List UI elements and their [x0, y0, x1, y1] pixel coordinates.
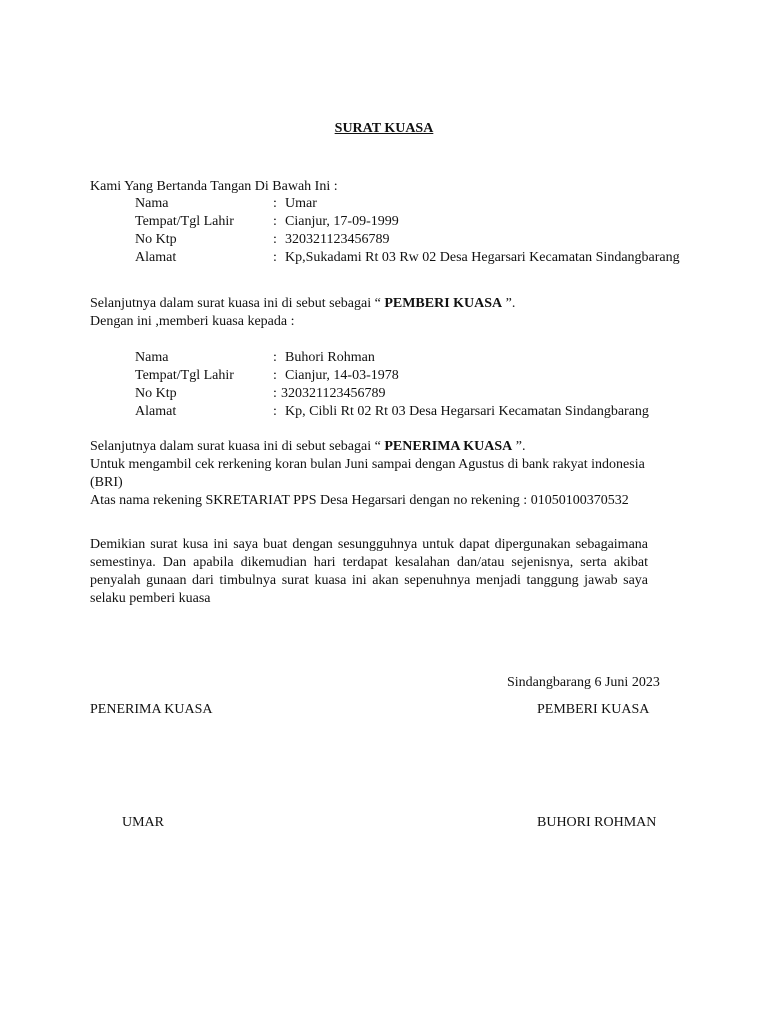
designation-text: Selanjutnya dalam surat kuasa ini di sebut sebagai “	[90, 439, 385, 454]
place-date: Sindangbarang 6 Juni 2023	[507, 675, 660, 690]
penerima-alamat-label: Alamat	[135, 404, 177, 419]
pemberi-nama-value: Umar	[285, 196, 317, 211]
purpose-line-2: (BRI)	[90, 475, 123, 490]
signature-right-name: BUHORI ROHMAN	[537, 815, 657, 830]
purpose-line-1: Untuk mengambil cek rerkening koran bulan Juni sampai dengan Agustus di bank rakyat indonesia	[90, 457, 645, 472]
pemberi-kuasa-bold: PEMBERI KUASA	[384, 296, 503, 311]
penerima-ttl-value: Cianjur, 14-03-1978	[285, 368, 399, 383]
purpose-line-3: Atas nama rekening SKRETARIAT PPS Desa Hegarsari dengan no rekening : 01050100370532	[90, 493, 629, 508]
colon: :	[273, 214, 277, 229]
signature-left-name: UMAR	[122, 815, 165, 830]
colon: :	[273, 250, 277, 265]
penerima-alamat-value: Kp, Cibli Rt 02 Rt 03 Desa Hegarsari Kecamatan Sindangbarang	[285, 404, 649, 419]
penerima-kuasa-bold: PENERIMA KUASA	[384, 439, 513, 454]
penerima-nama-value: Buhori Rohman	[285, 350, 375, 365]
penerima-ktp-label: No Ktp	[135, 386, 177, 401]
intro-text: Kami Yang Bertanda Tangan Di Bawah Ini :	[90, 179, 338, 194]
colon: :	[273, 404, 277, 419]
signature-left-role: PENERIMA KUASA	[90, 702, 213, 717]
pemberi-alamat-value: Kp,Sukadami Rt 03 Rw 02 Desa Hegarsari Kecamatan Sindangbarang	[285, 250, 680, 265]
pemberi-designation	[90, 295, 515, 313]
closing-paragraph: Demikian surat kusa ini saya buat dengan sesungguhnya untuk dapat dipergunakan sebagaimana semestinya. Dan apabila dikemudian hari terdapat kesalahan dan/atau sejenisnya, serta akibat penyalah gunaan dari timbulnya surat kuasa ini akan sepenuhnya menjadi tanggung jawab saya selaku pemberi kuasa	[90, 537, 648, 606]
document-title: SURAT KUASA	[334, 121, 434, 136]
penerima-nama-label: Nama	[135, 350, 169, 365]
colon: :	[273, 232, 277, 247]
pemberi-ktp-value: 320321123456789	[285, 232, 390, 247]
pemberi-nama-label: Nama	[135, 196, 169, 211]
pemberi-alamat-label: Alamat	[135, 250, 177, 265]
designation-text: ”.	[502, 296, 516, 311]
colon: :	[273, 368, 277, 383]
signature-right-role: PEMBERI KUASA	[537, 702, 650, 717]
designation-text: Selanjutnya dalam surat kuasa ini di sebut sebagai “	[90, 296, 385, 311]
penerima-ttl-label: Tempat/Tgl Lahir	[135, 368, 234, 383]
penerima-ktp-value: 320321123456789	[281, 386, 386, 401]
dengan-ini-text: Dengan ini ,memberi kuasa kepada :	[90, 314, 295, 329]
pemberi-ttl-label: Tempat/Tgl Lahir	[135, 214, 234, 229]
colon: :	[273, 350, 277, 365]
pemberi-ktp-label: No Ktp	[135, 232, 177, 247]
colon: :	[273, 386, 277, 401]
penerima-designation	[90, 438, 526, 456]
colon: :	[273, 196, 277, 211]
designation-text: ”.	[512, 439, 526, 454]
pemberi-ttl-value: Cianjur, 17-09-1999	[285, 214, 399, 229]
